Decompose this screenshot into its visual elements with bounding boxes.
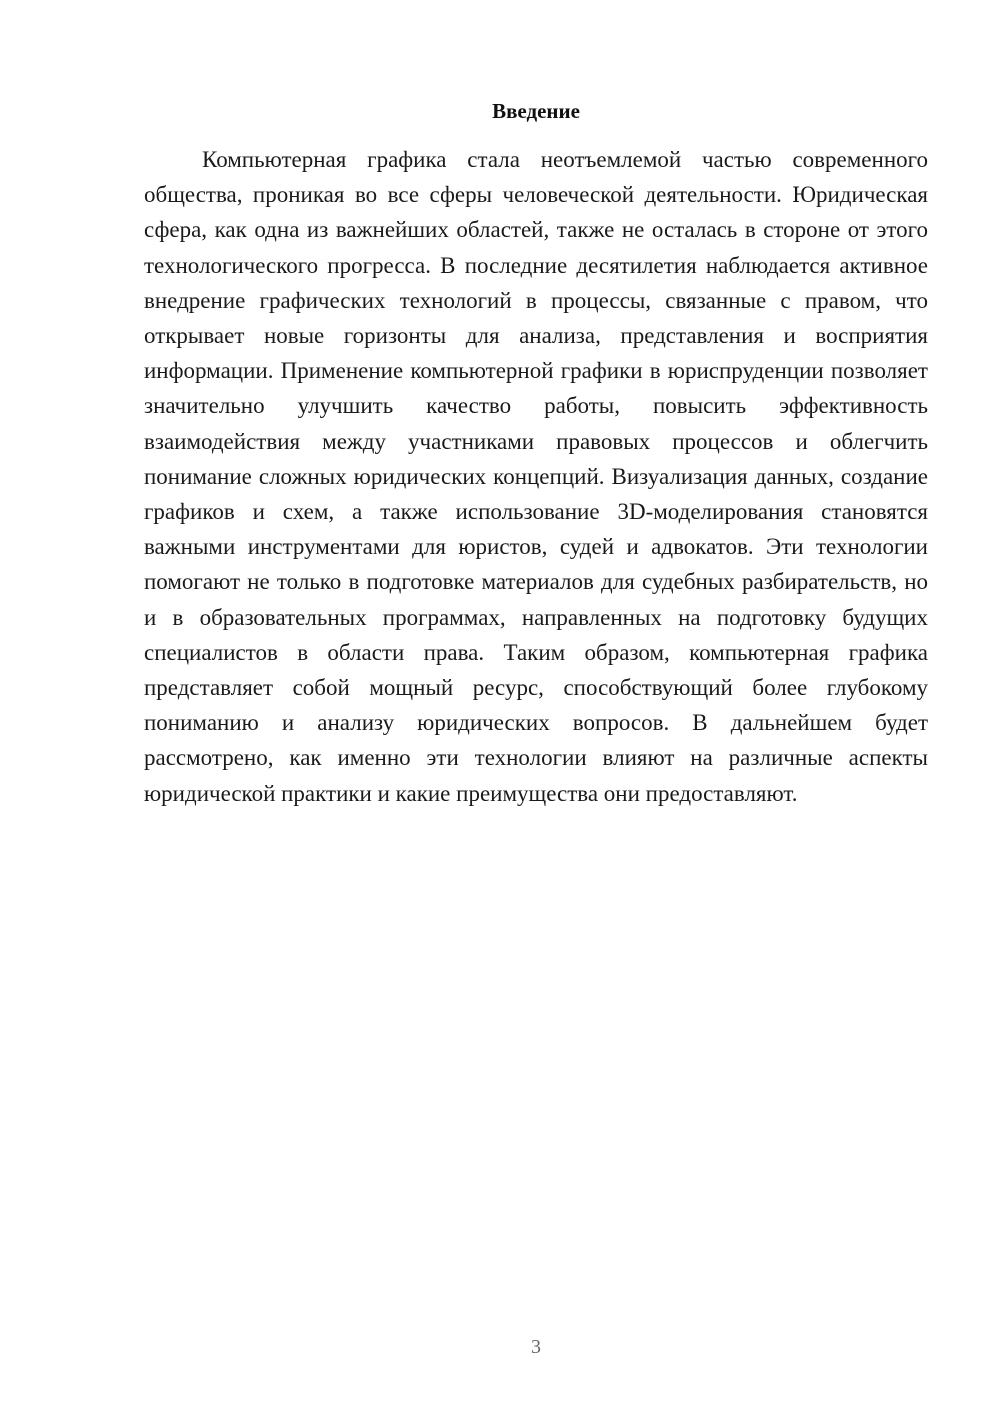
section-heading: Введение	[492, 99, 580, 123]
page-number: 3	[531, 1336, 541, 1358]
body-paragraph: Компьютерная графика стала неотъемлемой частью современного общества, проникая во все сферы человеческой деятельности. Юридическая сфера, как одна из важнейших областей, также не осталась в стороне от этого технологического прогресса. В последние десятилетия наблюдается активное внедрение графических технологий в процессы, связанные с правом, что открывает новые горизонты для анализа, представления и восприятия информации. Применение компьютерной графики в юриспруденции позволяет значительно улучшить качество работы, повысить эффективность взаимодействия между участниками правовых процессов и облегчить понимание сложных юридических концепций. Визуализация данных, создание графиков и схем, а также использование 3D-моделирования становятся важными инструментами для юристов, судей и адвокатов. Эти технологии помогают не только в подготовке материалов для судебных разбирательств, но и в образовательных программах, направленных на подготовку будущих специалистов в области права. Таким образом, компьютерная графика представляет собой мощный ресурс, способствующий более глубокому пониманию и анализу юридических вопросов. В дальнейшем будет рассмотрено, как именно эти технологии влияют на различные аспекты юридической практики и какие преимущества они предоставляют.	[144, 147, 928, 806]
